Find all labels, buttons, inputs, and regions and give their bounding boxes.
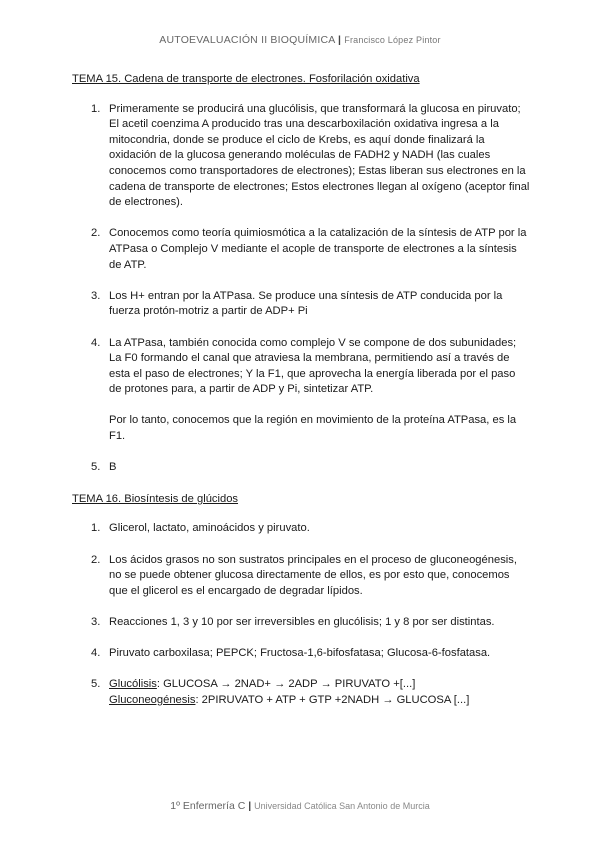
header-title: AUTOEVALUACIÓN II BIOQUÍMICA [159, 34, 335, 46]
list-item [72, 553, 530, 600]
answer-list-tema-16 [72, 521, 530, 708]
item-text: B [109, 461, 117, 474]
item-text: Reacciones 1, 3 y 10 por ser irreversibles en glucólisis; 1 y 8 por ser distintas. [109, 616, 495, 628]
list-item [72, 646, 530, 662]
pathway-line-glucolisis [109, 677, 530, 693]
section-title-tema-16: TEMA 16. Biosíntesis de glúcidos [72, 492, 239, 505]
item-text: La ATPasa, también conocida como complejo V se compone de dos subunidades; La F0 formando el canal que atraviesa la membrana, permitiendo así a través de esta el paso de electrones; Y la F1, que aprovecha la energía liberada por el paso de protones para, a partir de ADP y Pi, sintetizar ATP. [109, 336, 517, 396]
page-footer [0, 800, 600, 812]
footer-separator: | [248, 800, 252, 812]
item-number: 4. [91, 647, 101, 660]
list-item [72, 289, 530, 320]
item-text: Los ácidos grasos no son sustratos principales en el proceso de gluconeogénesis, no se puede obtener glucosa directamente de ellos, es por esto que, conocemos que el glicerol es el encargado de degradar lípidos. [109, 553, 517, 597]
item-extra-text: Por lo tanto, conocemos que la región en movimiento de la proteína ATPasa, es la F1. [109, 414, 517, 443]
item-number: 3. [91, 289, 101, 302]
item-text: Los H+ entran por la ATPasa. Se produce una síntesis de ATP conducida por la fuerza protón-motriz a partir de ADP+ Pi [109, 289, 503, 318]
header-author: Francisco López Pintor [344, 35, 441, 45]
footer-university: Universidad Católica San Antonio de Murcia [254, 801, 430, 811]
list-item [72, 336, 530, 445]
page-header [0, 34, 600, 46]
list-item [72, 102, 530, 211]
item-text: Piruvato carboxilasa; PEPCK; Fructosa-1,6-bifosfatasa; Glucosa-6-fosfatasa. [109, 647, 491, 660]
item-number: 5. [91, 461, 101, 474]
pathway-line-gluconeogenesis [109, 693, 530, 709]
item-text: Conocemos como teoría quimiosmótica a la catalización de la síntesis de ATP por la ATPasa o Complejo V mediante el acople de transporte de electrones a la síntesis de ATP. [109, 227, 527, 271]
item-text: Glicerol, lactato, aminoácidos y piruvato. [109, 522, 310, 535]
pathway-equation: : GLUCOSA → 2NAD+ → 2ADP → PIRUVATO +[...] [156, 678, 416, 691]
list-item [72, 615, 530, 631]
item-number: 5. [91, 678, 101, 691]
answer-list-tema-15 [72, 102, 530, 476]
list-item [72, 677, 530, 708]
item-number: 1. [91, 522, 101, 535]
pathway-label: Gluconeogénesis [109, 693, 196, 706]
list-item [72, 521, 530, 537]
item-number: 3. [91, 616, 101, 628]
document-body [72, 72, 530, 709]
section-title-tema-15: TEMA 15. Cadena de transporte de electrones. Fosforilación oxidativa [72, 73, 420, 85]
item-number: 4. [91, 336, 101, 349]
item-text: Primeramente se producirá una glucólisis, que transformará la glucosa en piruvato; El acetil coenzima A producido tras una descarboxilación oxidativa ingresa a la mitocondria, donde se produce el ciclo de Krebs, es aquí donde finalizará la oxidación de la glucosa generando moléculas de FADH2 y NADH (las cuales conocemos como transportadores de electrones); Estas liberan sus electrones en la cadena de transporte de electrones; Estos electrones llegan al oxígeno (aceptor final de electrones). [109, 102, 530, 209]
header-separator: | [338, 34, 342, 46]
pathway-label: Glucólisis [109, 678, 157, 691]
item-number: 2. [91, 553, 101, 566]
item-number: 2. [91, 227, 101, 240]
item-number: 1. [91, 102, 101, 115]
footer-course: 1º Enfermería C [170, 800, 246, 812]
pathway-equation: : 2PIRUVATO + ATP + GTP +2NADH → GLUCOSA [...] [195, 693, 470, 706]
list-item [72, 460, 530, 476]
list-item [72, 226, 530, 273]
